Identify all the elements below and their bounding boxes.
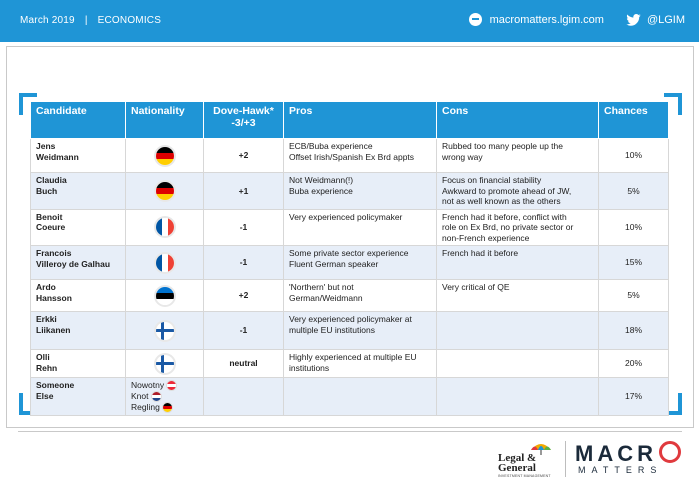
cons-cell (437, 350, 599, 378)
table-row (31, 209, 669, 246)
lg-subtitle: INVESTMENT MANAGEMENT (498, 474, 551, 478)
chances-cell: 15% (599, 246, 669, 280)
candidate-cell (31, 209, 126, 246)
cons-line: wrong way (442, 151, 483, 162)
dove-hawk-score: +2 (204, 280, 284, 312)
candidate-first-name: Someone (36, 380, 75, 390)
lg-wordmark (498, 453, 536, 473)
other-candidate (131, 391, 198, 402)
nationality-cell (126, 246, 204, 280)
pros-line: Very experienced policymaker (289, 211, 403, 222)
nationality-cell (126, 378, 204, 416)
chances-cell: 20% (599, 350, 669, 378)
pros-cell (284, 139, 437, 173)
other-candidates-list (131, 380, 198, 413)
pros-line: Very experienced policymaker at (289, 314, 412, 324)
cons-line: Very critical of QE (442, 282, 510, 292)
austria-flag-icon (167, 381, 176, 390)
chances-cell: 18% (599, 312, 669, 350)
pros-line: multiple EU institutions (289, 324, 375, 335)
cons-line: Awkward to promote ahead of JW, (442, 185, 572, 196)
chances-cell: 5% (599, 280, 669, 312)
candidate-last-name: Coeure (36, 222, 66, 232)
cons-cell (437, 246, 599, 280)
other-candidate-name: Nowotny (131, 380, 165, 390)
chances-cell: 10% (599, 139, 669, 173)
other-candidate (131, 402, 198, 413)
cons-cell (437, 209, 599, 246)
col-header-pros: Pros (284, 102, 437, 139)
nationality-cell (126, 139, 204, 173)
macro-o-icon (659, 441, 681, 463)
estonia-flag-icon (156, 287, 174, 305)
candidate-cell (31, 378, 126, 416)
candidates-table (30, 101, 669, 416)
candidate-cell (31, 173, 126, 210)
candidate-first-name: Francois (36, 248, 72, 258)
candidate-cell (31, 312, 126, 350)
table-row (31, 280, 669, 312)
chances-cell: 5% (599, 173, 669, 210)
nationality-cell (126, 173, 204, 210)
table-body (31, 139, 669, 416)
matters-text: MATTERS (578, 465, 663, 475)
macro-text: MACR (575, 441, 657, 466)
cons-line: non-French experience (442, 232, 530, 243)
candidate-first-name: Jens (36, 141, 56, 151)
col-header-nationality: Nationality (126, 102, 204, 139)
pros-line: Some private sector experience (289, 248, 409, 258)
cons-cell (437, 378, 599, 416)
header-left (20, 15, 161, 26)
website-link[interactable]: macromatters.lgim.com (489, 13, 604, 26)
table-row (31, 173, 669, 210)
dove-hawk-score: +2 (204, 139, 284, 173)
pros-line: Buba experience (289, 185, 353, 196)
finland-flag-icon (156, 355, 174, 373)
pros-line: Highly experienced at multiple EU (289, 352, 417, 362)
top-bar (0, 0, 699, 42)
table-header-row (31, 102, 669, 139)
candidate-last-name: Rehn (36, 362, 58, 373)
table-row (31, 312, 669, 350)
header-right (469, 13, 685, 26)
candidate-first-name: Erkki (36, 314, 57, 324)
macro-wordmark (575, 441, 681, 467)
cons-cell (437, 312, 599, 350)
cons-line: French had it before (442, 248, 519, 258)
col-header-candidate: Candidate (31, 102, 126, 139)
other-candidate-name: Knot (131, 391, 149, 401)
pros-cell (284, 173, 437, 210)
pros-cell (284, 246, 437, 280)
candidate-cell (31, 139, 126, 173)
table-row (31, 246, 669, 280)
candidate-first-name: Olli (36, 352, 50, 362)
col-header-dove-hawk (204, 102, 284, 139)
footer-divider (18, 431, 682, 432)
cons-line: not as well known as the others (442, 196, 561, 206)
col-header-chances: Chances (599, 102, 669, 139)
nationality-cell (126, 280, 204, 312)
candidate-last-name: Villeroy de Galhau (36, 258, 111, 269)
candidate-last-name: Buch (36, 185, 58, 196)
pros-cell (284, 280, 437, 312)
pros-line: ECB/Buba experience (289, 141, 373, 151)
pros-line: 'Northern' but not (289, 282, 354, 292)
logo-divider (565, 441, 566, 477)
germany-flag-icon (156, 182, 174, 200)
candidate-last-name: Liikanen (36, 324, 71, 335)
candidate-first-name: Benoit (36, 211, 63, 222)
header-separator: | (84, 15, 88, 26)
cons-cell (437, 173, 599, 210)
chances-cell: 10% (599, 209, 669, 246)
candidate-cell (31, 350, 126, 378)
legal-general-logo (498, 441, 556, 479)
dove-hawk-score: +1 (204, 173, 284, 210)
pros-cell (284, 209, 437, 246)
chances-cell: 17% (599, 378, 669, 416)
dove-hawk-score: -1 (204, 246, 284, 280)
table-row (31, 378, 669, 416)
dove-hawk-score: neutral (204, 350, 284, 378)
candidate-last-name: Weidmann (36, 151, 79, 162)
candidate-first-name: Ardo (36, 282, 56, 292)
dove-hawk-label: Dove-Hawk* (213, 105, 274, 117)
nationality-cell (126, 350, 204, 378)
pros-line: Not Weidmann(!) (289, 175, 354, 185)
candidate-first-name: Claudia (36, 175, 67, 185)
germany-flag-icon (163, 403, 172, 412)
dove-hawk-score: -1 (204, 209, 284, 246)
candidate-cell (31, 280, 126, 312)
pros-line: institutions (289, 362, 330, 373)
pros-line: Offset Irish/Spanish Ex Brd appts (289, 151, 415, 162)
netherlands-flag-icon (152, 392, 161, 401)
lg-line2: General (498, 462, 536, 474)
other-candidate-name: Regling (131, 402, 160, 412)
twitter-handle[interactable]: @LGIM (646, 13, 685, 26)
cons-line: French had it before, conflict with (442, 211, 567, 222)
france-flag-icon (156, 254, 174, 272)
france-flag-icon (156, 218, 174, 236)
header-section: ECONOMICS (97, 15, 162, 26)
lg-line1: Legal & (498, 452, 537, 464)
table-row (31, 350, 669, 378)
cons-cell (437, 139, 599, 173)
finland-flag-icon (156, 322, 174, 340)
nationality-cell (126, 209, 204, 246)
pros-line: Fluent German speaker (289, 258, 379, 269)
cons-line: Rubbed too many people up the (442, 141, 563, 151)
nationality-cell (126, 312, 204, 350)
pros-cell (284, 312, 437, 350)
cons-line: role on Ex Brd, no private sector or (442, 222, 574, 232)
twitter-icon[interactable] (626, 14, 641, 26)
table-row (31, 139, 669, 173)
pros-cell (284, 350, 437, 378)
cons-cell (437, 280, 599, 312)
dove-hawk-score (204, 378, 284, 416)
col-header-cons: Cons (437, 102, 599, 139)
pros-cell (284, 378, 437, 416)
cons-line: Focus on financial stability (442, 175, 542, 185)
dove-hawk-score: -1 (204, 312, 284, 350)
candidate-last-name: Else (36, 390, 54, 401)
other-candidate (131, 380, 198, 391)
candidate-last-name: Hansson (36, 292, 72, 303)
germany-flag-icon (156, 147, 174, 165)
pros-line: German/Weidmann (289, 292, 363, 303)
header-date: March 2019 (20, 15, 75, 26)
candidate-cell (31, 246, 126, 280)
dove-hawk-range: -3/+3 (231, 117, 256, 129)
globe-icon (469, 13, 482, 26)
